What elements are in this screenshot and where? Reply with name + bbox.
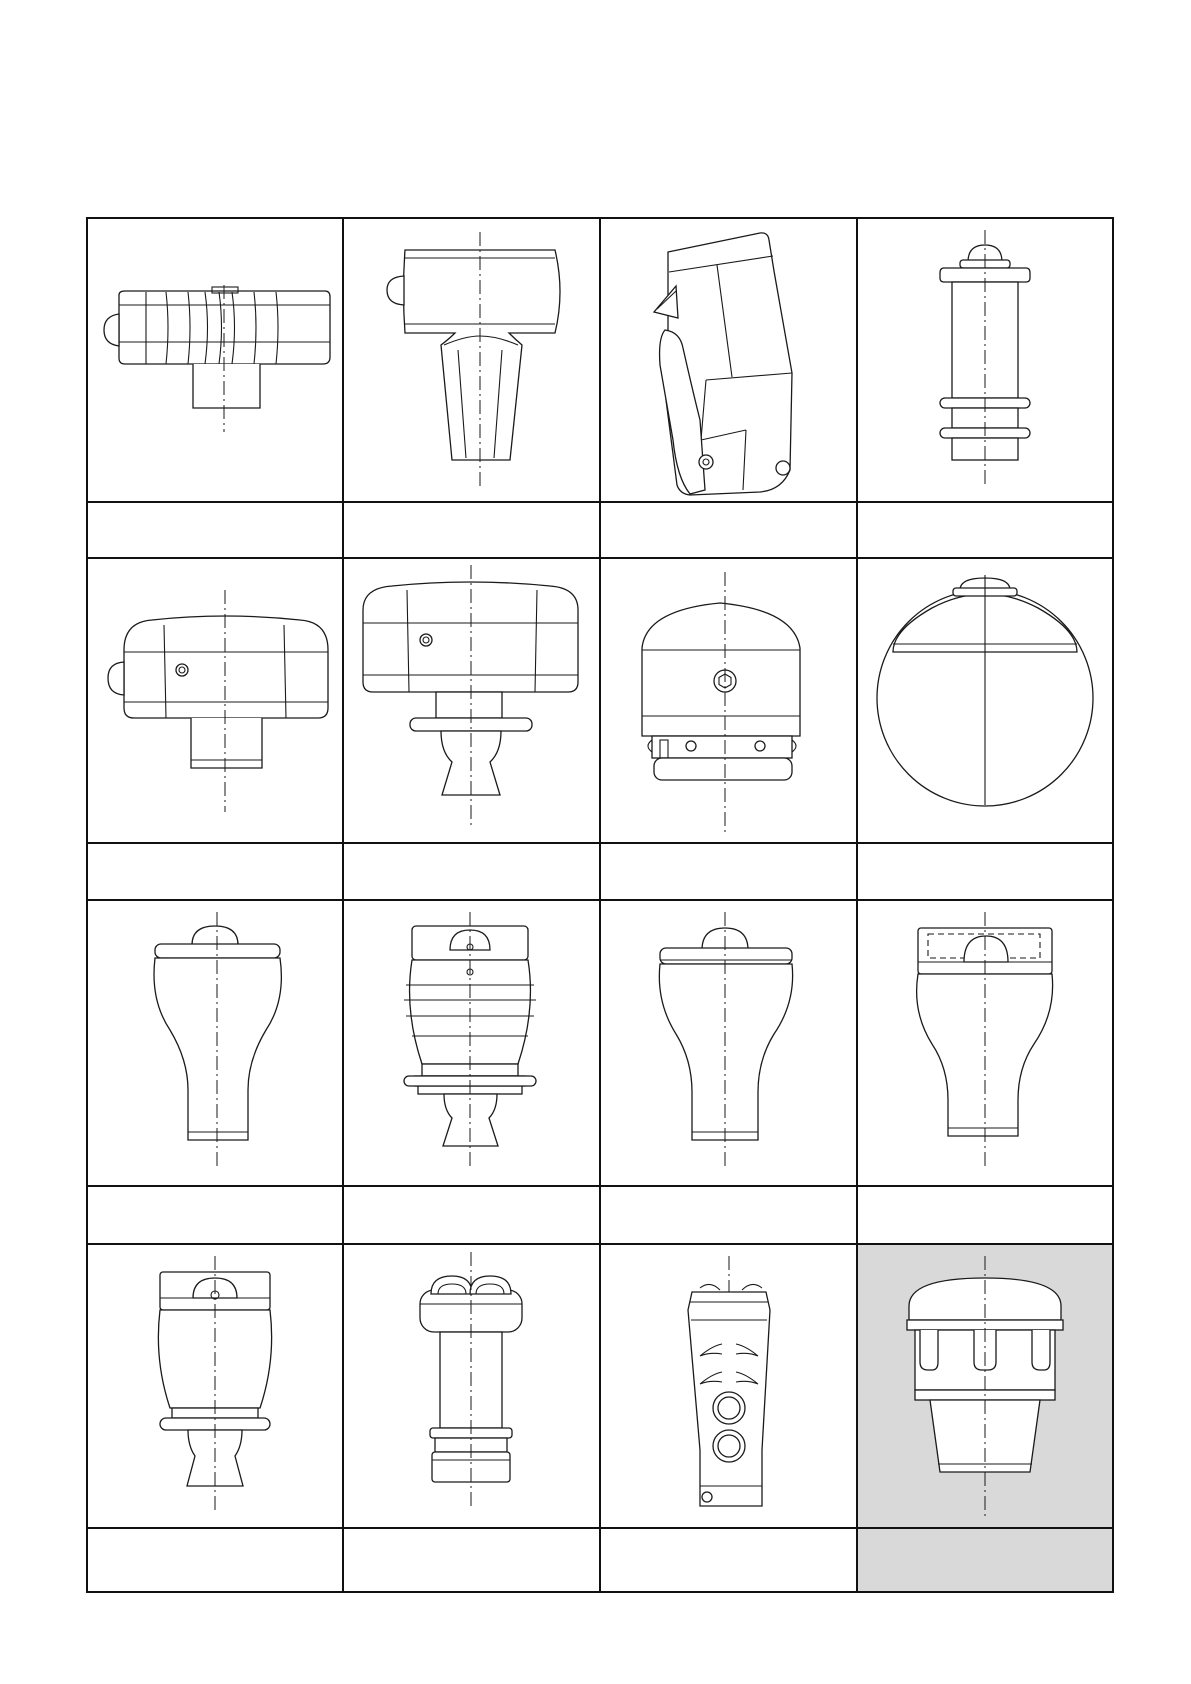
dome-knob-with-hex-screw-drawing — [642, 572, 800, 832]
spherical-knob-with-cap-drawing — [877, 575, 1093, 806]
ribbed-knob-with-collar-drawing — [404, 912, 536, 1170]
t-handle-with-button-drawing — [387, 232, 560, 488]
tapered-knob-with-recessed-button-drawing — [917, 912, 1053, 1170]
short-knob-with-collar-drawing — [158, 1256, 271, 1510]
column-grip-with-twin-buttons-drawing — [420, 1252, 522, 1510]
dome-knob-with-collar-drawing — [363, 565, 578, 826]
wide-knob-with-button-drawing — [108, 590, 328, 812]
tapered-knob-with-cap-drawing — [659, 912, 792, 1170]
star-knob-with-button-drawing — [104, 285, 330, 432]
multi-function-grip-with-arrows-drawing — [688, 1256, 770, 1506]
tapered-knob-with-button-drawing — [154, 912, 281, 1170]
ergonomic-grip-with-trigger-drawing — [654, 233, 792, 495]
cylindrical-grip-with-rings-drawing — [940, 230, 1030, 488]
